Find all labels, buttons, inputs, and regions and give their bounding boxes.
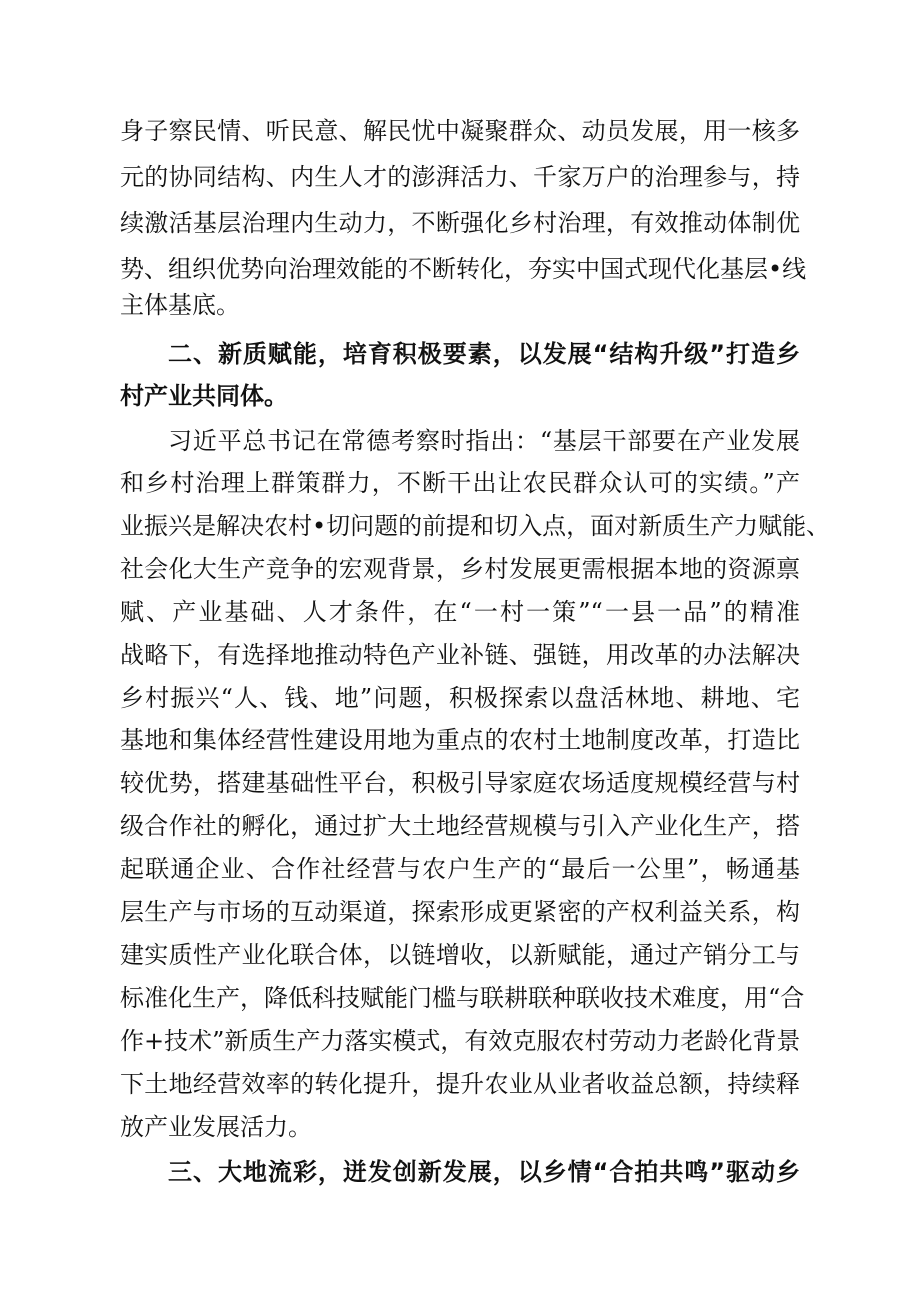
paragraph-line: 基地和集体经营性建设用地为重点的农村土地制度改革，打造比: [120, 726, 800, 754]
paragraph-line: 身子察民情、听民意、解民忧中凝聚群众、动员发展，用一核多: [120, 117, 800, 145]
paragraph-line: 起联通企业、合作社经营与农户生产的“最后一公里”，畅通基: [120, 855, 800, 883]
section-heading-line: 二、新质赋能，培育积极要素，以发展“结构升级”打造乡: [168, 340, 800, 368]
paragraph-line: 较优势，搭建基础性平台，积极引导家庭农场适度规模经营与村: [120, 769, 800, 797]
paragraph-line: 元的协同结构、内生人才的澎湃活力、千家万户的治理参与，持: [120, 163, 800, 191]
paragraph-line: 下土地经营效率的转化提升，提升农业从业者收益总额，持续释: [120, 1070, 800, 1098]
paragraph-line: 业振兴是解决农村•切问题的前提和切入点，面对新质生产力赋能、: [120, 512, 831, 540]
paragraph-line: 层生产与市场的互动渠道，探索形成更紧密的产权利益关系，构: [120, 898, 800, 926]
paragraph-line: 标准化生产，降低科技赋能门槛与联耕联种联收技术难度，用“合: [120, 984, 805, 1012]
paragraph-line: 作+技术”新质生产力落实模式，有效克服农村劳动力老龄化背景: [120, 1027, 801, 1055]
paragraph-line: 势、组织优势向治理效能的不断转化，夯实中国式现代化基层•线: [120, 255, 807, 283]
paragraph-line: 建实质性产业化联合体，以链增收，以新赋能，通过产销分工与: [120, 941, 800, 969]
paragraph-line: 习近平总书记在常德考察时指出：“基层干部要在产业发展: [168, 427, 800, 455]
section-heading-line: 村产业共同体。: [120, 382, 288, 410]
paragraph-line: 战略下，有选择地推动特色产业补链、强链，用改革的办法解决: [120, 641, 800, 669]
paragraph-line: 赋、产业基础、人才条件，在“一村一策”“一县一品”的精准: [120, 598, 800, 626]
paragraph-line: 放产业发展活力。: [120, 1113, 312, 1141]
section-heading-line: 三、大地流彩，迸发创新发展，以乡情“合拍共鸣”驱动乡: [168, 1158, 800, 1186]
paragraph-line: 主体基底。: [120, 291, 240, 319]
paragraph-line: 续激活基层治理内生动力，不断强化乡村治理，有效推动体制优: [120, 209, 800, 237]
paragraph-line: 社会化大生产竞争的宏观背景，乡村发展更需根据本地的资源禀: [120, 555, 800, 583]
paragraph-line: 级合作社的孵化，通过扩大土地经营规模与引入产业化生产，搭: [120, 812, 800, 840]
paragraph-line: 和乡村治理上群策群力，不断干出让农民群众认可的实绩。”产: [120, 469, 800, 497]
paragraph-line: 乡村振兴“人、钱、地”问题，积极探索以盘活林地、耕地、宅: [120, 684, 800, 712]
